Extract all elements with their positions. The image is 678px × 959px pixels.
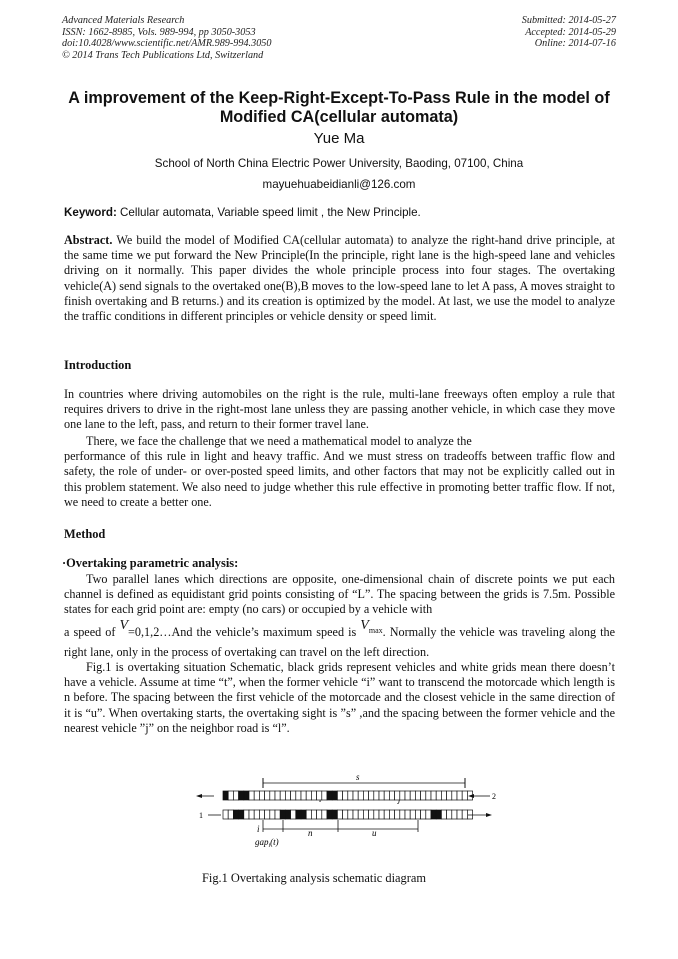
top-lane-empty-cell: [259, 791, 264, 800]
bottom-lane-empty-cell: [400, 810, 405, 819]
top-lane-empty-cell: [285, 791, 290, 800]
subheading-text: Overtaking parametric analysis:: [66, 556, 239, 570]
bottom-lane-empty-cell: [306, 810, 311, 819]
bottom-lane-empty-cell: [379, 810, 384, 819]
bottom-lane-empty-cell: [291, 810, 296, 819]
accepted-date: Accepted: 2014-05-29: [525, 26, 616, 38]
top-lane-vehicle-cell: [332, 791, 337, 800]
figure-1: [196, 774, 506, 859]
vmax-symbol: [360, 618, 382, 633]
top-lane-empty-cell: [228, 791, 233, 800]
top-lane-empty-cell: [441, 791, 446, 800]
top-lane-empty-cell: [452, 791, 457, 800]
bottom-lane-empty-cell: [244, 810, 249, 819]
paper-title: A improvement of the Keep-Right-Except-To-Pass Rule in the model of Modified CA(cellular automata): [68, 89, 610, 126]
speed-text-a: a speed of: [64, 625, 116, 639]
top-left-arrow-head: [196, 794, 202, 798]
gap-time: (t): [270, 837, 279, 847]
top-lane-empty-cell: [296, 791, 301, 800]
keyword-text: Cellular automata, Variable speed limit , the New Principle.: [116, 206, 421, 219]
top-lane-empty-cell: [270, 791, 275, 800]
bottom-lane-vehicle-cell: [301, 810, 306, 819]
bottom-lane-empty-cell: [343, 810, 348, 819]
top-lane-empty-cell: [306, 791, 311, 800]
top-lane-empty-cell: [317, 791, 322, 800]
journal-header-right: [522, 15, 616, 50]
figure-caption: Fig.1 Overtaking analysis schematic diagram: [201, 871, 426, 885]
top-lane-empty-cell: [265, 791, 270, 800]
top-lane: [223, 791, 473, 800]
abstract-label: Abstract.: [64, 233, 113, 247]
bottom-lane-empty-cell: [228, 810, 233, 819]
top-lane-empty-cell: [457, 791, 462, 800]
top-lane-empty-cell: [379, 791, 384, 800]
gap-text: gap: [255, 837, 269, 847]
bottom-lane-empty-cell: [254, 810, 259, 819]
top-lane-empty-cell: [421, 791, 426, 800]
bottom-lane-empty-cell: [223, 810, 228, 819]
copyright-line: © 2014 Trans Tech Publications Ltd, Switzerland: [62, 49, 264, 61]
bottom-lane-empty-cell: [265, 810, 270, 819]
bottom-lane-empty-cell: [270, 810, 275, 819]
gap-subscript: i: [268, 843, 271, 849]
journal-header-left: [62, 15, 271, 61]
bottom-lane-empty-cell: [363, 810, 368, 819]
bottom-lane-empty-cell: [457, 810, 462, 819]
top-lane-empty-cell: [410, 791, 415, 800]
top-lane-empty-cell: [348, 791, 353, 800]
u-label: u: [372, 828, 377, 838]
intro-paragraph-1: In countries where driving automobiles on the right is the rule, multi-lane freeways often employ a rule that requires drivers to drive in the right-most lane unless they are passing another vehicle, in which case they move one lane to the left, pass, and return to their former travel lane.: [64, 387, 615, 432]
bottom-lane-empty-cell: [426, 810, 431, 819]
bottom-lane-empty-cell: [452, 810, 457, 819]
bottom-lane: [223, 810, 473, 819]
journal-name: Advanced Materials Research: [62, 15, 185, 26]
author-name: Yue Ma: [313, 130, 365, 147]
introduction-heading: Introduction: [64, 358, 132, 372]
keyword-line: [64, 206, 421, 219]
top-lane-vehicle-cell: [223, 791, 228, 800]
intro-paragraph-2: [64, 434, 615, 510]
top-lane-empty-cell: [301, 791, 306, 800]
bottom-lane-vehicle-cell: [332, 810, 337, 819]
author-affiliation: School of North China Electric Power University, Baoding, 07100, China: [154, 157, 524, 170]
bottom-lane-vehicle-cell: [327, 810, 332, 819]
intro-paragraph-2-first-line: There, we face the challenge that we need a mathematical model to analyze the: [86, 434, 472, 448]
bottom-lane-vehicle-cell: [239, 810, 244, 819]
bottom-lane-empty-cell: [249, 810, 254, 819]
top-lane-empty-cell: [447, 791, 452, 800]
bottom-lane-empty-cell: [467, 810, 472, 819]
top-lane-empty-cell: [389, 791, 394, 800]
top-lane-empty-cell: [280, 791, 285, 800]
abstract-text: We build the model of Modified CA(cellular automata) to analyze the right-hand drive principle, at the same time we put forward the New Principle(In the principle, right lane is the high-speed lane and vehicles driving on it normally. This paper divides the whole principle process into four stages. The overtaking vehicle(A) send signals to the overtaked one(B),B moves to the low-speed lane to let A pass, A moves straight to finish overtaking and B returns.) and its creation is optimized by the model. At last, we use the model to analyze the traffic conditions in different principles or vehicle density or speed limit.: [64, 233, 615, 324]
bottom-lane-empty-cell: [384, 810, 389, 819]
s-label: s: [356, 774, 360, 782]
issn-line: ISSN: 1662-8985, Vols. 989-994, pp 3050-3053: [62, 26, 256, 38]
top-lane-empty-cell: [254, 791, 259, 800]
top-lane-empty-cell: [311, 791, 316, 800]
doi-line: doi:10.4028/www.scientific.net/AMR.989-994.3050: [62, 38, 272, 50]
bottom-lane-empty-cell: [462, 810, 467, 819]
top-lane-empty-cell: [343, 791, 348, 800]
bottom-lane-vehicle-cell: [233, 810, 238, 819]
bottom-lane-empty-cell: [389, 810, 394, 819]
bottom-lane-empty-cell: [337, 810, 342, 819]
speed-text-b: =0,1,2…And the vehicle’s maximum speed is: [128, 625, 357, 639]
top-lane-empty-cell: [275, 791, 280, 800]
top-lane-empty-cell: [405, 791, 410, 800]
method-paragraph-1: Two parallel lanes which directions are opposite, one-dimensional chain of discrete points we put each channel is defined as equidistant grid points consisting of “L”. The spacing between the grids is 7.5m. Possible states for each grid point are: empty (no cars) or occupied by a vehicle with: [64, 572, 615, 617]
top-lane-empty-cell: [322, 791, 327, 800]
speed-symbol: V: [119, 618, 129, 633]
top-lane-vehicle-cell: [244, 791, 249, 800]
method-paragraph-2: Fig.1 is overtaking situation Schematic, black grids represent vehicles and white grids mean there doesn’t have a vehicle. Assume at time “t”, when the former vehicle “i” want to transcend the motorcade which length is n before. The spacing between the first vehicle of the motorcade and the closest vehicle in the same direction of it is “u”. When overtaking starts, the overtaking sight is ”s” ,and the spacing between the former vehicle and the nearest vehicle ”j” on the neighbor road is “l”.: [64, 660, 615, 735]
bottom-lane-empty-cell: [405, 810, 410, 819]
top-lane-empty-cell: [415, 791, 420, 800]
bottom-lane-empty-cell: [374, 810, 379, 819]
bottom-lane-vehicle-cell: [296, 810, 301, 819]
bottom-lane-empty-cell: [275, 810, 280, 819]
bottom-lane-vehicle-cell: [431, 810, 436, 819]
top-lane-empty-cell: [431, 791, 436, 800]
top-lane-empty-cell: [462, 791, 467, 800]
bottom-lane-empty-cell: [358, 810, 363, 819]
top-lane-empty-cell: [374, 791, 379, 800]
i-label: i: [257, 824, 260, 834]
bottom-lane-empty-cell: [322, 810, 327, 819]
bottom-lane-empty-cell: [317, 810, 322, 819]
n-label: n: [308, 828, 313, 838]
bottom-lane-empty-cell: [369, 810, 374, 819]
overtaking-diagram: [196, 774, 506, 854]
top-lane-empty-cell: [384, 791, 389, 800]
bottom-lane-empty-cell: [410, 810, 415, 819]
top-lane-vehicle-cell: [327, 791, 332, 800]
top-lane-empty-cell: [426, 791, 431, 800]
top-lane-empty-cell: [353, 791, 358, 800]
top-lane-empty-cell: [436, 791, 441, 800]
top-lane-empty-cell: [369, 791, 374, 800]
abstract-paragraph: [64, 233, 615, 324]
top-lane-empty-cell: [400, 791, 405, 800]
keyword-label: Keyword:: [64, 206, 117, 219]
bottom-lane-empty-cell: [447, 810, 452, 819]
top-lane-empty-cell: [337, 791, 342, 800]
lane-2-label: 2: [492, 792, 496, 801]
top-lane-vehicle-cell: [239, 791, 244, 800]
bottom-lane-vehicle-cell: [436, 810, 441, 819]
author-email: mayuehuabeidianli@126.com: [262, 178, 416, 191]
bottom-lane-empty-cell: [421, 810, 426, 819]
method-heading: Method: [64, 527, 106, 541]
online-date: Online: 2014-07-16: [534, 38, 616, 50]
method-subheading: [62, 556, 238, 571]
top-lane-empty-cell: [358, 791, 363, 800]
top-lane-empty-cell: [291, 791, 296, 800]
vmax-letter: V: [360, 618, 369, 633]
vmax-subscript: max: [368, 625, 383, 635]
bottom-right-arrow-head: [486, 813, 492, 817]
top-lane-empty-cell: [249, 791, 254, 800]
speed-text-c: . Normally the vehicle was traveling along the right lane, only in the process of overtaking can travel on the left direction.: [64, 625, 616, 659]
bottom-lane-empty-cell: [415, 810, 420, 819]
bottom-lane-empty-cell: [395, 810, 400, 819]
lane-1-label: 1: [199, 811, 203, 820]
bottom-lane-empty-cell: [353, 810, 358, 819]
bullet-mark: ·: [62, 556, 67, 570]
bottom-lane-empty-cell: [311, 810, 316, 819]
bottom-lane-empty-cell: [259, 810, 264, 819]
bottom-lane-vehicle-cell: [280, 810, 285, 819]
top-lane-empty-cell: [233, 791, 238, 800]
bottom-lane-empty-cell: [441, 810, 446, 819]
intro-paragraph-2-rest: performance of this rule in light and heavy traffic. And we must stress on tradeoffs between traffic flow and safety, the role of under- or over-posted speed limits, and other factors that may not be explicitly called out in this problem statement. We also need to judge whether this rule effective in promoting better traffic flow. If not, we need to create a better one.: [64, 449, 615, 509]
gap-label: [255, 837, 279, 849]
top-lane-empty-cell: [395, 791, 400, 800]
method-paragraph-speed: [64, 618, 616, 660]
submitted-date: Submitted: 2014-05-27: [521, 15, 616, 26]
bottom-lane-vehicle-cell: [285, 810, 290, 819]
top-lane-empty-cell: [363, 791, 368, 800]
bottom-lane-empty-cell: [348, 810, 353, 819]
